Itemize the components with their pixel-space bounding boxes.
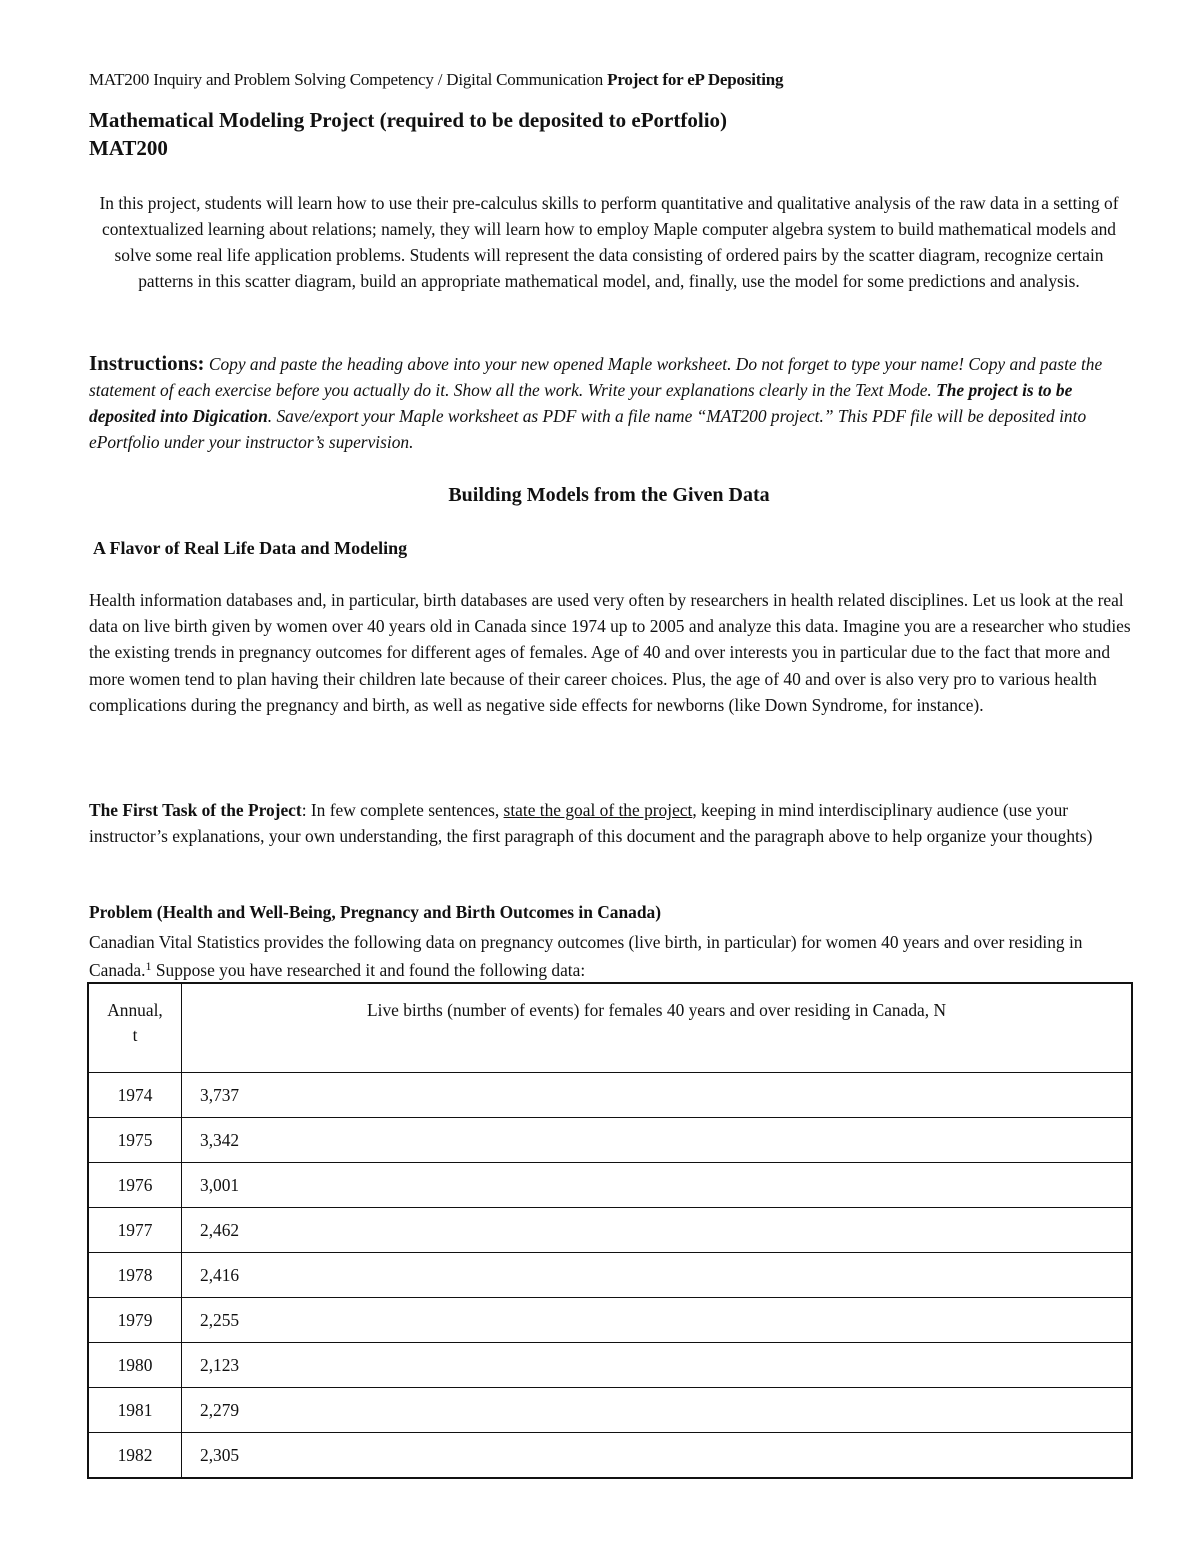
first-task-text-2: , keeping in mind interdisciplinary audience (use your instructor’s explanations, your own understanding, the first paragraph of this document and the paragraph above to help organize your thoughts) xyxy=(89,800,1093,847)
intro-paragraph: In this project, students will learn how to use their pre-calculus skills to perform quantitative and qualitative analysis of the raw data in a setting of contextualized learning about relations; namely, they will learn how to employ Maple computer algebra system to build mathematical models and solve some real life application problems. Students will represent the data consisting of ordered pairs by the scatter diagram, recognize certain patterns in this scatter diagram, build an appropriate mathematical model, and, finally, use the model for some predictions and analysis. xyxy=(99,193,1119,291)
births-cell: 3,342 xyxy=(182,1118,1133,1163)
table-row xyxy=(88,1073,1132,1118)
births-cell: 2,305 xyxy=(182,1433,1133,1479)
course-header-bold: Project for eP Depositing xyxy=(607,70,784,89)
year-cell: 1974 xyxy=(88,1073,182,1118)
table-row xyxy=(88,1298,1132,1343)
year-cell: 1981 xyxy=(88,1388,182,1433)
year-cell: 1976 xyxy=(88,1163,182,1208)
births-cell: 2,123 xyxy=(182,1343,1133,1388)
year-cell: 1977 xyxy=(88,1208,182,1253)
first-task-label: The First Task of the Project xyxy=(89,800,302,820)
table-row xyxy=(88,1433,1132,1479)
instructions-label: Instructions: xyxy=(89,351,205,375)
table-row xyxy=(88,1253,1132,1298)
problem-paragraph xyxy=(89,928,1134,984)
table-row xyxy=(88,1388,1132,1433)
births-cell: 2,462 xyxy=(182,1208,1133,1253)
instructions-paragraph xyxy=(89,350,1119,455)
table-header-row xyxy=(88,983,1132,1073)
births-cell: 2,416 xyxy=(182,1253,1133,1298)
health-paragraph: Health information databases and, in particular, birth databases are used very often by researchers in health related disciplines. Let us look at the real data on live birth given by women over 40 years old in Canada since 1974 up to 2005 and analyze this data. Imagine you are a researcher who studies the existing trends in pregnancy outcomes for different ages of females. Age of 40 and over interests you in particular due to the fact that more and more women tend to plan having their children late because of their career choices. Plus, the age of 40 and over is also very pro to various health complications during the pregnancy and birth, as well as negative side effects for newborns (like Down Syndrome, for instance). xyxy=(89,590,1131,715)
first-task-underlined: state the goal of the project xyxy=(503,800,693,820)
year-cell: 1982 xyxy=(88,1433,182,1479)
births-cell: 3,737 xyxy=(182,1073,1133,1118)
table-row xyxy=(88,1343,1132,1388)
table-row xyxy=(88,1208,1132,1253)
first-task-paragraph xyxy=(89,797,1119,849)
course-header-text: MAT200 Inquiry and Problem Solving Competency / Digital Communication xyxy=(89,70,604,89)
first-task-text-1: : In few complete sentences, xyxy=(301,800,504,820)
instructions-text-2: . Save/export your Maple worksheet as PDF with a file name “MAT200 project.” This PDF file will be deposited into ePortfolio under your instructor’s supervision. xyxy=(89,406,1087,452)
year-cell: 1975 xyxy=(88,1118,182,1163)
subheading: A Flavor of Real Life Data and Modeling xyxy=(93,538,408,558)
problem-text-1: Canadian Vital Statistics provides the following data on pregnancy outcomes (live birth, in particular) for women 40 years and over residing in Canada. xyxy=(89,932,1083,980)
births-cell: 2,279 xyxy=(182,1388,1133,1433)
document-course-code: MAT200 xyxy=(89,136,168,160)
problem-text-2: Suppose you have researched it and found the following data: xyxy=(151,960,586,980)
table-row xyxy=(88,1118,1132,1163)
births-table xyxy=(87,982,1133,1479)
course-header xyxy=(89,70,783,90)
year-cell: 1978 xyxy=(88,1253,182,1298)
births-cell: 3,001 xyxy=(182,1163,1133,1208)
instructions-bold: The project is to be deposited into Digication xyxy=(89,380,1073,426)
column-header-year xyxy=(88,983,182,1073)
year-cell: 1979 xyxy=(88,1298,182,1343)
section-heading: Building Models from the Given Data xyxy=(448,484,770,506)
document-title: Mathematical Modeling Project (required to be deposited to ePortfolio) xyxy=(89,108,728,132)
column-header-births: Live births (number of events) for females 40 years and over residing in Canada, N xyxy=(182,983,1133,1073)
column-header-year-line2: t xyxy=(132,1025,138,1045)
table-row xyxy=(88,1163,1132,1208)
year-cell: 1980 xyxy=(88,1343,182,1388)
footnote-marker: 1 xyxy=(145,959,152,973)
births-cell: 2,255 xyxy=(182,1298,1133,1343)
column-header-year-line1: Annual, xyxy=(107,1000,163,1020)
instructions-text-1: Copy and paste the heading above into your new opened Maple worksheet. Do not forget to type your name! Copy and paste the statement of each exercise before you actually do it. Show all the work. Write your explanations clearly in the Text Mode. xyxy=(89,354,1103,400)
problem-heading: Problem (Health and Well-Being, Pregnancy and Birth Outcomes in Canada) xyxy=(89,902,661,922)
